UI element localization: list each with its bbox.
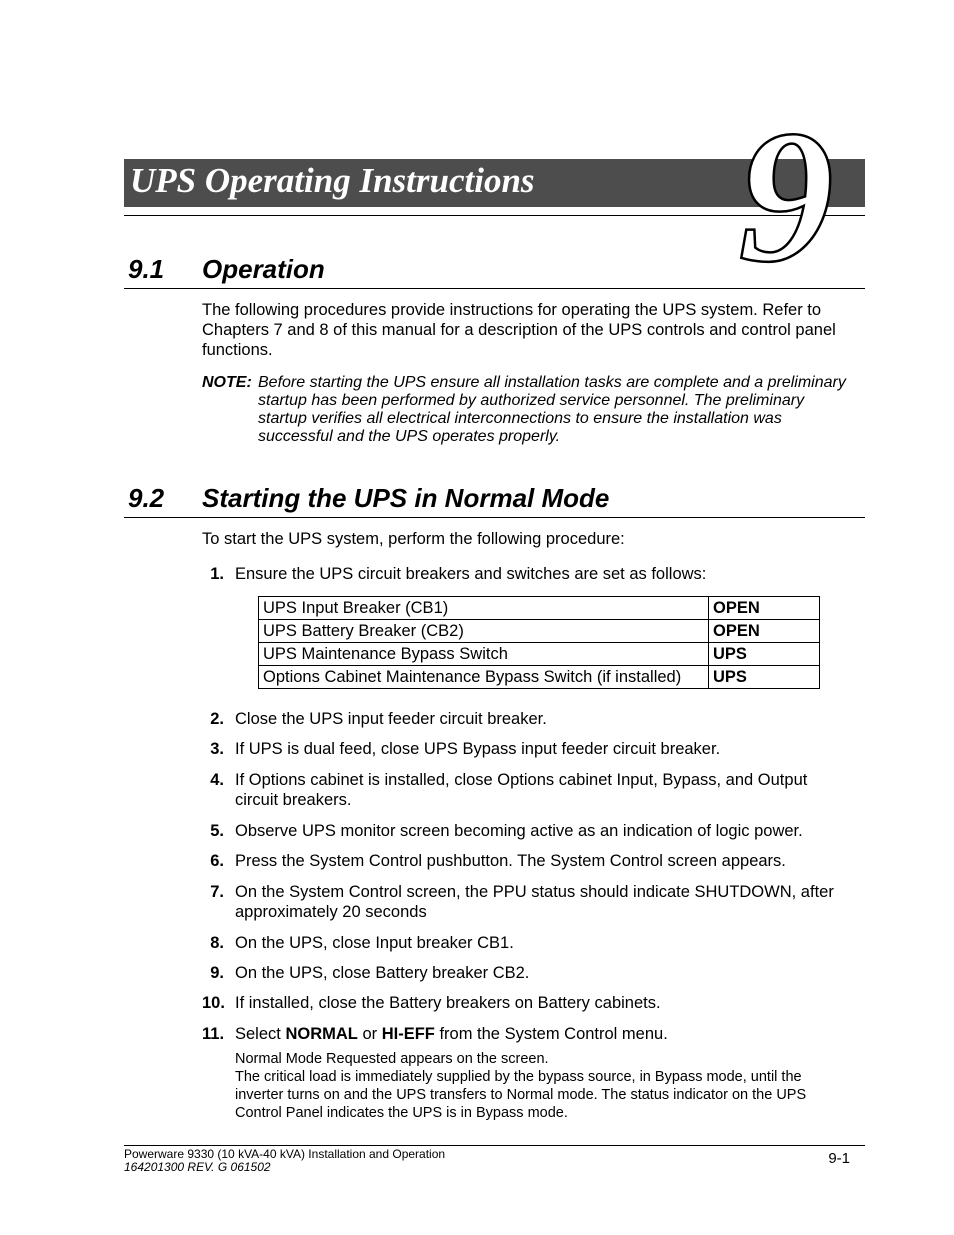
step-number: 4. [210,771,224,789]
step-number: 10. [202,994,225,1012]
step-text: If Options cabinet is installed, close Options cabinet Input, Bypass, and Output circuit breakers. [235,771,808,809]
table-cell-item: Options Cabinet Maintenance Bypass Switch (if installed) [259,666,709,689]
section-title: Operation [202,254,325,284]
step-1 [202,564,852,584]
table-cell-item: UPS Input Breaker (CB1) [259,597,709,620]
result-line-1: Normal Mode Requested appears on the screen. [235,1051,549,1067]
step-number: 2. [210,710,224,728]
step-number: 6. [210,852,224,870]
step-8 [202,933,852,953]
section-rule [124,288,865,289]
option-hi-eff: HI-EFF [381,1025,435,1043]
section-rule [124,517,865,518]
step-11 [202,1024,852,1044]
table-row [259,597,820,620]
step-number: 1. [210,565,224,583]
step-text: If UPS is dual feed, close UPS Bypass input feeder circuit breaker. [235,740,721,758]
step-10 [202,993,852,1013]
step-text: On the UPS, close Battery breaker CB2. [235,964,530,982]
step-number: 9. [210,964,224,982]
footer-rule [124,1145,865,1146]
result-line-2: The critical load is immediately supplied by the bypass source, in Bypass mode, until the inverter turns on and the UPS transfers to Normal mode. The status indicator on the UPS Control Panel indicates the UPS is in Bypass mode. [235,1069,807,1121]
procedure-intro: To start the UPS system, perform the following procedure: [202,530,625,548]
table-cell-setting: UPS [709,643,820,666]
step-number: 3. [210,740,224,758]
note-block [202,374,852,446]
step-text: On the UPS, close Input breaker CB1. [235,934,514,952]
step-text: Ensure the UPS circuit breakers and switches are set as follows: [235,565,707,583]
footer-manual-title: Powerware 9330 (10 kVA-40 kVA) Installation and Operation [124,1147,446,1161]
step-3 [202,739,852,759]
page-number: 9-1 [828,1150,850,1167]
note-label: NOTE: [202,374,252,391]
section-number: 9.2 [128,483,165,513]
table-row [259,620,820,643]
step-7 [202,882,852,922]
step-text: On the System Control screen, the PPU status should indicate SHUTDOWN, after approximately 20 seconds [235,883,834,921]
section-heading-operation [128,254,325,284]
note-text: Before starting the UPS ensure all installation tasks are complete and a preliminary startup has been performed by authorized service personnel. The preliminary startup verifies all electrical interconnections to ensure the installation was successful and the UPS operates properly. [258,374,846,445]
option-normal: NORMAL [285,1025,358,1043]
step-text: Press the System Control pushbutton. The System Control screen appears. [235,852,786,870]
step-number: 5. [210,822,224,840]
step-11-result-note [235,1050,845,1122]
step-5 [202,821,852,841]
footer-revision: 164201300 REV. G 061502 [124,1160,271,1174]
table-cell-item: UPS Battery Breaker (CB2) [259,620,709,643]
table-cell-setting: OPEN [709,620,820,643]
step-text: Observe UPS monitor screen becoming active as an indication of logic power. [235,822,803,840]
step-text: Close the UPS input feeder circuit breaker. [235,710,547,728]
breaker-settings-table [258,596,820,689]
table-row [259,666,820,689]
step-text: Select NORMAL or HI-EFF from the System Control menu. [235,1025,668,1043]
table-cell-setting: UPS [709,666,820,689]
chapter-title: UPS Operating Instructions [130,161,535,200]
section-title: Starting the UPS in Normal Mode [202,483,610,513]
section-number: 9.1 [128,254,165,284]
step-4 [202,770,852,810]
step-6 [202,851,852,871]
chapter-number: 9 [738,112,834,272]
step-2 [202,709,852,729]
table-cell-item: UPS Maintenance Bypass Switch [259,643,709,666]
table-row [259,643,820,666]
table-cell-setting: OPEN [709,597,820,620]
operation-paragraph: The following procedures provide instructions for operating the UPS system. Refer to Chapters 7 and 8 of this manual for a description of the UPS controls and control panel functions. [202,301,836,359]
step-number: 8. [210,934,224,952]
step-number: 11. [202,1025,225,1043]
section-heading-starting-ups [128,483,609,513]
step-9 [202,963,852,983]
step-text: If installed, close the Battery breakers on Battery cabinets. [235,994,661,1012]
chapter-number-graphic [726,112,846,272]
step-number: 7. [210,883,224,901]
